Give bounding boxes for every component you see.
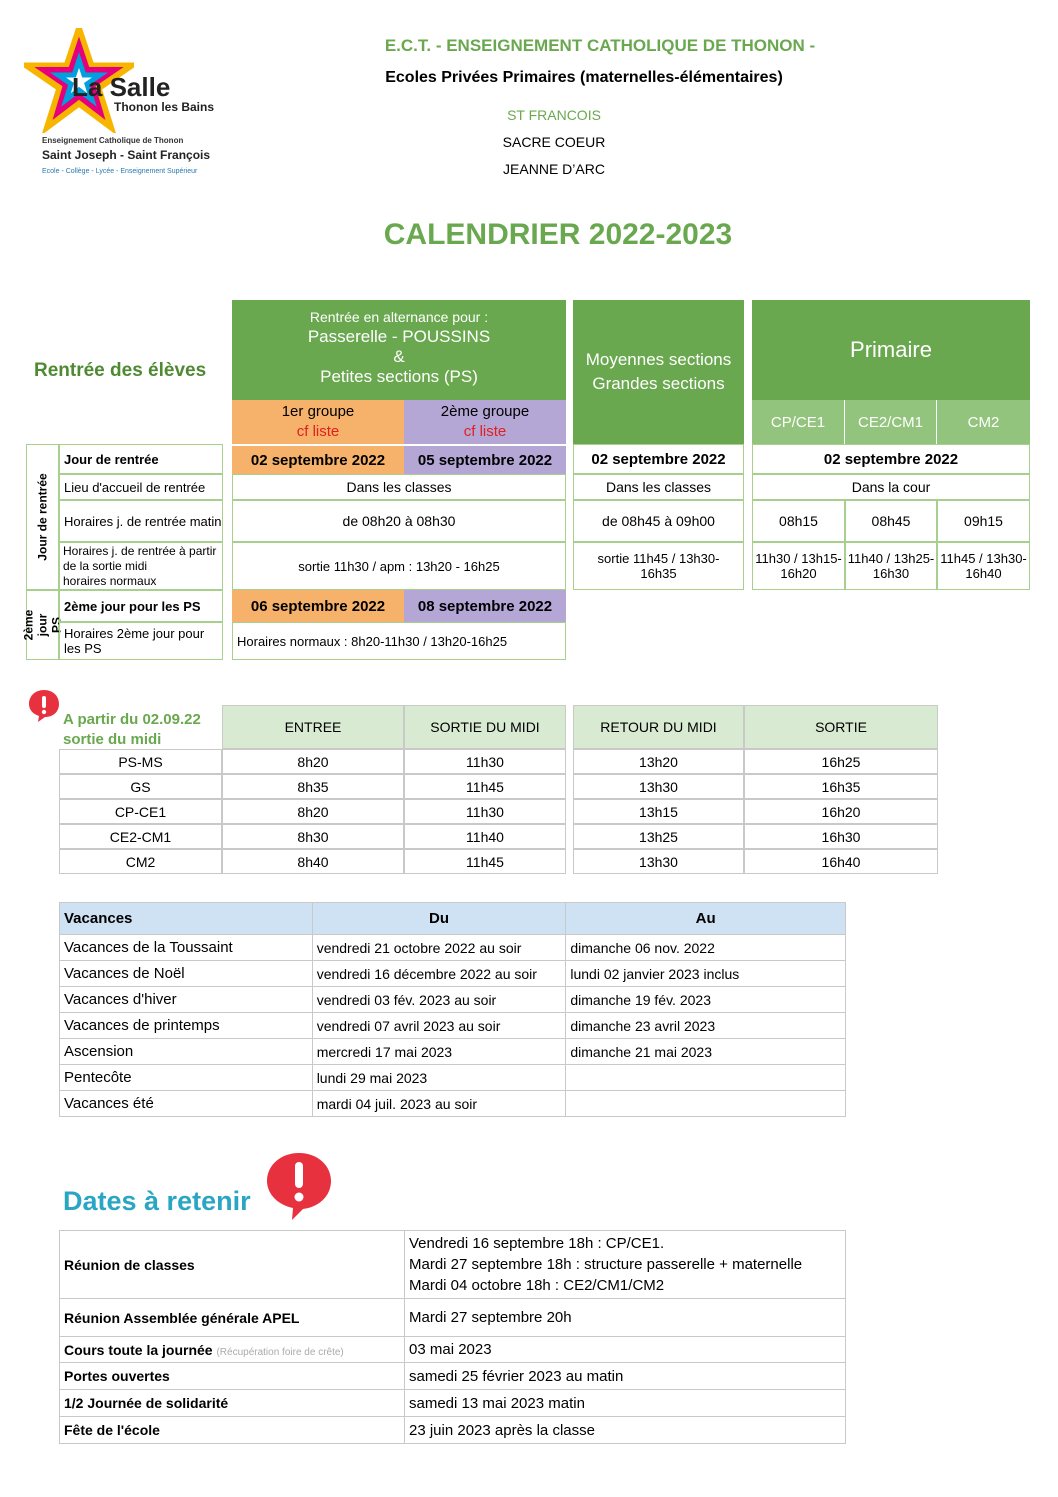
vacances-cell-au	[566, 1091, 846, 1117]
group2-link[interactable]: cf liste	[463, 423, 507, 440]
row-label-h2: Horaires 2ème jour pour les PS	[59, 622, 223, 660]
vacances-row	[60, 961, 846, 987]
ps-lieu: Dans les classes	[232, 474, 566, 500]
vacances-header-du: Du	[312, 903, 566, 935]
ps-jour2-g1: 06 septembre 2022	[232, 590, 404, 622]
vacances-cell-au	[566, 1065, 846, 1091]
prim-date: 02 septembre 2022	[752, 444, 1030, 474]
ps-jour2-g2: 08 septembre 2022	[404, 590, 566, 622]
horaires-cell-classe: PS-MS	[59, 749, 222, 774]
primaire-sub-cm2: CM2	[937, 400, 1030, 444]
ps-matin: de 08h20 à 08h30	[232, 500, 566, 542]
school-logo	[24, 28, 224, 184]
dates-label-portes: Portes ouvertes	[60, 1363, 405, 1390]
horaires-cell-classe: GS	[59, 774, 222, 799]
horaires-cell-classe: CM2	[59, 849, 222, 874]
ms-midi: sortie 11h45 / 13h30-16h35	[573, 542, 744, 590]
group2-label: 2ème groupe	[440, 403, 530, 420]
horaires-cell-sortie-midi: 11h45	[404, 849, 566, 874]
vacances-cell-du: mercredi 17 mai 2023	[312, 1039, 566, 1065]
ps-header-l3: &	[393, 347, 405, 366]
school-st-francois: ST FRANCOIS	[507, 107, 601, 123]
alert-bubble-icon	[264, 1150, 334, 1222]
group1-header	[232, 400, 404, 444]
horaires-cell-sortie: 16h25	[744, 749, 938, 774]
ps-g2-date: 05 septembre 2022	[404, 446, 566, 474]
prim-lieu: Dans la cour	[752, 474, 1030, 500]
horaires-cell-sortie-midi: 11h45	[404, 774, 566, 799]
ms-matin: de 08h45 à 09h00	[573, 500, 744, 542]
side-label-2eme: 2ème jour PS	[26, 590, 59, 660]
dates-value-portes: samedi 25 février 2023 au matin	[405, 1363, 846, 1390]
vacances-header-row	[60, 903, 846, 935]
ps-header-l2: Passerelle - POUSSINS	[307, 327, 491, 346]
dates-label-reunion: Réunion de classes	[60, 1231, 405, 1299]
dates-label-apel: Réunion Assemblée générale APEL	[60, 1299, 405, 1337]
ps-header	[232, 300, 566, 400]
vacances-cell-du: vendredi 16 décembre 2022 au soir	[312, 961, 566, 987]
vacances-row	[60, 1091, 846, 1117]
ps-g1-date: 02 septembre 2022	[232, 446, 404, 474]
horaires-cell-sortie-midi: 11h30	[404, 749, 566, 774]
vacances-cell-du: mardi 04 juil. 2023 au soir	[312, 1091, 566, 1117]
vacances-table	[59, 902, 846, 1117]
horaires-cell-sortie-midi: 11h40	[404, 824, 566, 849]
logo-line2: Saint Joseph - Saint François	[42, 148, 211, 162]
dates-row-apel	[60, 1299, 846, 1337]
dates-row-reunion	[60, 1231, 846, 1299]
ps-midi: sortie 11h30 / apm : 13h20 - 16h25	[232, 542, 566, 590]
vacances-cell-name: Vacances d'hiver	[60, 987, 313, 1013]
prim-matin-3: 09h15	[937, 500, 1030, 542]
vacances-cell-au: dimanche 21 mai 2023	[566, 1039, 846, 1065]
vacances-cell-au: dimanche 23 avril 2023	[566, 1013, 846, 1039]
ms-header	[573, 300, 744, 444]
vacances-cell-du: vendredi 07 avril 2023 au soir	[312, 1013, 566, 1039]
group1-label: 1er groupe	[281, 403, 355, 420]
logo-line3: Ecole - Collège - Lycée - Enseignement Supérieur	[42, 168, 198, 175]
group1-link[interactable]: cf liste	[296, 423, 340, 440]
vacances-cell-name: Vacances de la Toussaint	[60, 935, 313, 961]
horaires-cell-retour-midi: 13h25	[573, 824, 744, 849]
ps-header-l1: Rentrée en alternance pour :	[309, 309, 489, 325]
horaires-header-sortie: SORTIE	[744, 705, 938, 749]
horaires-title: A partir du 02.09.22 sortie du midi	[63, 711, 201, 748]
dates-value-cours: 03 mai 2023	[405, 1337, 846, 1363]
horaires-cell-classe: CE2-CM1	[59, 824, 222, 849]
dates-label-fete: Fête de l'école	[60, 1417, 405, 1444]
dates-value-apel: Mardi 27 septembre 20h	[405, 1299, 846, 1337]
dates-label-solidarite: 1/2 Journée de solidarité	[60, 1390, 405, 1417]
primaire-sub-ce2cm1: CE2/CM1	[845, 400, 937, 444]
dates-title: Dates à retenir	[63, 1186, 251, 1216]
vacances-row	[60, 1013, 846, 1039]
page-title: CALENDRIER 2022-2023	[383, 218, 733, 251]
horaires-cell-sortie: 16h40	[744, 849, 938, 874]
ms-date: 02 septembre 2022	[573, 444, 744, 474]
vacances-cell-au: dimanche 19 fév. 2023	[566, 987, 846, 1013]
horaires-header-entree: ENTREE	[222, 705, 404, 749]
vacances-row	[60, 1065, 846, 1091]
dates-row-fete	[60, 1417, 846, 1444]
vacances-cell-name: Pentecôte	[60, 1065, 313, 1091]
org-subtitle: Ecoles Privées Primaires (maternelles-élémentaires)	[385, 69, 783, 86]
horaires-cell-entree: 8h20	[222, 749, 404, 774]
school-sacre-coeur: SACRE COEUR	[502, 134, 606, 150]
logo-name: La Salle	[72, 72, 171, 102]
vacances-cell-au: dimanche 06 nov. 2022	[566, 935, 846, 961]
ps-header-l4: Petites sections (PS)	[320, 367, 478, 386]
horaires-cell-sortie: 16h35	[744, 774, 938, 799]
dates-label-cours: Cours toute la journée (Récupération foire de crête)	[60, 1337, 405, 1363]
horaires-cell-sortie: 16h30	[744, 824, 938, 849]
horaires-cell-retour-midi: 13h30	[573, 849, 744, 874]
dates-row-solidarite	[60, 1390, 846, 1417]
horaires-cell-retour-midi: 13h30	[573, 774, 744, 799]
row-label-midi: Horaires j. de rentrée à partir de la sortie midi horaires normaux	[59, 542, 223, 590]
row-label-jour: Jour de rentrée	[59, 444, 223, 474]
horaires-cell-retour-midi: 13h15	[573, 799, 744, 824]
rentree-label: Rentrée des élèves	[34, 360, 207, 381]
group2-header	[404, 400, 566, 444]
school-jeanne-darc: JEANNE D’ARC	[503, 161, 605, 177]
vacances-cell-name: Vacances été	[60, 1091, 313, 1117]
vacances-header-au: Au	[566, 903, 846, 935]
horaires-header-sortie-midi: SORTIE DU MIDI	[404, 705, 566, 749]
vacances-cell-name: Vacances de Noël	[60, 961, 313, 987]
prim-midi-2: 11h40 / 13h25-16h30	[845, 542, 937, 590]
vacances-cell-du: vendredi 21 octobre 2022 au soir	[312, 935, 566, 961]
horaires-cell-entree: 8h35	[222, 774, 404, 799]
row-label-jour2: 2ème jour pour les PS	[59, 590, 223, 622]
horaires-cell-sortie: 16h20	[744, 799, 938, 824]
vacances-row	[60, 1039, 846, 1065]
horaires-cell-entree: 8h20	[222, 799, 404, 824]
vacances-cell-du: vendredi 03 fév. 2023 au soir	[312, 987, 566, 1013]
vacances-header-name: Vacances	[60, 903, 313, 935]
horaires-cell-retour-midi: 13h20	[573, 749, 744, 774]
prim-midi-1: 11h30 / 13h15-16h20	[752, 542, 845, 590]
vacances-cell-du: lundi 29 mai 2023	[312, 1065, 566, 1091]
alert-icon	[26, 688, 62, 724]
vacances-cell-name: Ascension	[60, 1039, 313, 1065]
row-label-lieu: Lieu d'accueil de rentrée	[59, 474, 223, 500]
ps-h2: Horaires normaux : 8h20-11h30 / 13h20-16h25	[232, 622, 566, 660]
ms-header-l1: Moyennes sections	[585, 350, 732, 369]
vacances-cell-name: Vacances de printemps	[60, 1013, 313, 1039]
horaires-cell-entree: 8h40	[222, 849, 404, 874]
dates-value-reunion: Vendredi 16 septembre 18h : CP/CE1. Mardi 27 septembre 18h : structure passerelle + maternelle Mardi 04 octobre 18h : CE2/CM1/CM2	[405, 1231, 846, 1299]
side-label-jour: Jour de rentrée	[26, 444, 59, 590]
prim-matin-2: 08h45	[845, 500, 937, 542]
dates-row-cours	[60, 1337, 846, 1363]
horaires-cell-entree: 8h30	[222, 824, 404, 849]
dates-value-fete: 23 juin 2023 après la classe	[405, 1417, 846, 1444]
org-title: E.C.T. - ENSEIGNEMENT CATHOLIQUE DE THONON -	[384, 36, 816, 55]
prim-matin-1: 08h15	[752, 500, 845, 542]
dates-table	[59, 1230, 846, 1444]
row-label-matin: Horaires j. de rentrée matin	[59, 500, 223, 542]
horaires-cell-sortie-midi: 11h30	[404, 799, 566, 824]
vacances-row	[60, 987, 846, 1013]
logo-line1: Enseignement Catholique de Thonon	[42, 136, 184, 145]
horaires-header-retour-midi: RETOUR DU MIDI	[573, 705, 744, 749]
ms-header-l2: Grandes sections	[592, 374, 725, 393]
prim-midi-3: 11h45 / 13h30-16h40	[937, 542, 1030, 590]
primaire-header: Primaire	[752, 300, 1030, 400]
dates-value-solidarite: samedi 13 mai 2023 matin	[405, 1390, 846, 1417]
vacances-row	[60, 935, 846, 961]
logo-city: Thonon les Bains	[114, 100, 215, 114]
vacances-cell-au: lundi 02 janvier 2023 inclus	[566, 961, 846, 987]
ms-lieu: Dans les classes	[573, 474, 744, 500]
horaires-cell-classe: CP-CE1	[59, 799, 222, 824]
primaire-sub-cpce1: CP/CE1	[752, 400, 845, 444]
dates-row-portes	[60, 1363, 846, 1390]
